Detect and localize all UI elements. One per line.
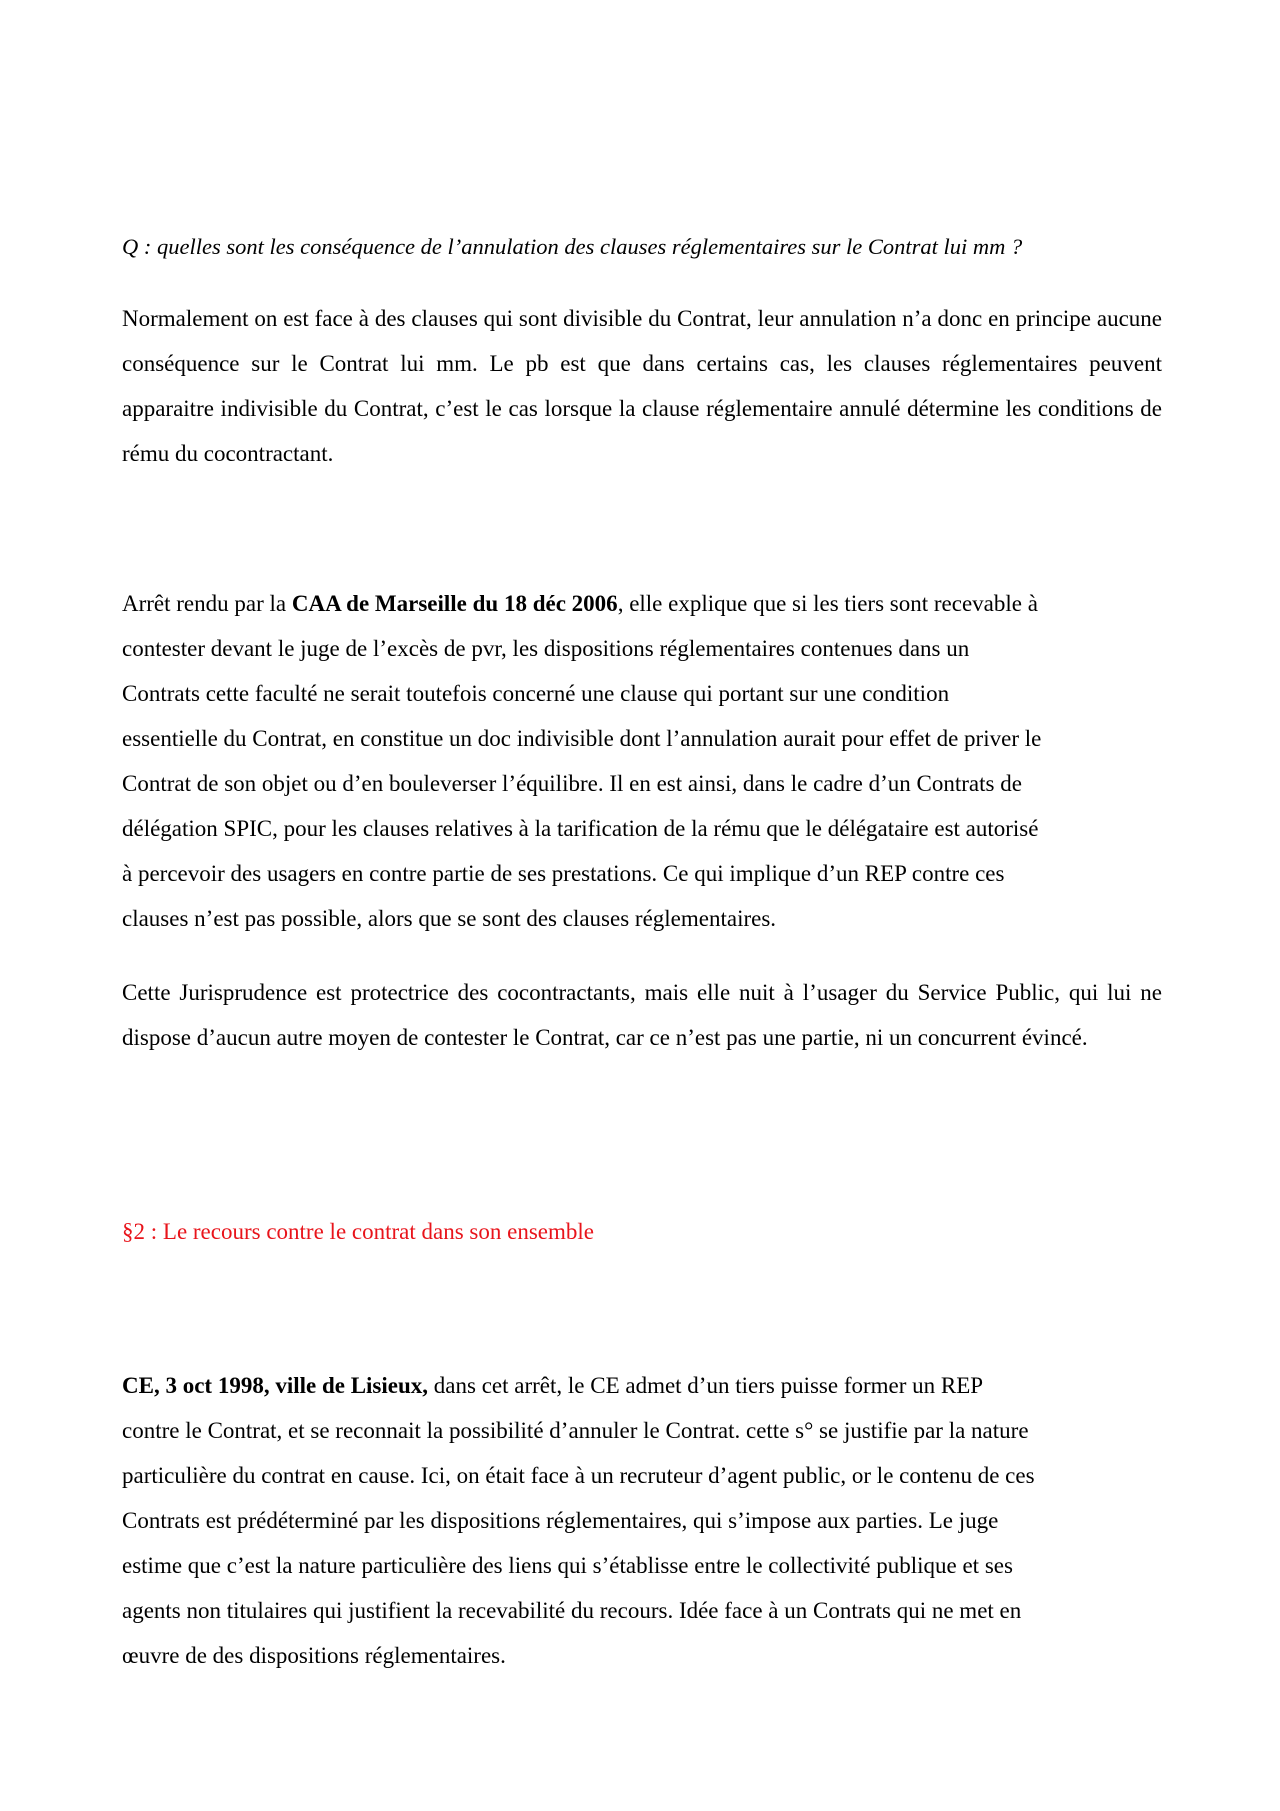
section-title: §2 : Le recours contre le contrat dans son ensemble — [122, 1219, 594, 1244]
paragraph-line: dans cet arrêt, le CE admet d’un tiers puisse former un REP — [428, 1373, 984, 1398]
paragraph-ce-lisieux — [122, 1363, 1162, 1678]
paragraph-line: estime que c’est la nature particulière des liens qui s’établisse entre le collectivité publique et ses — [122, 1553, 1013, 1578]
paragraph-line: agents non titulaires qui justifient la recevabilité du recours. Idée face à un Contrats qui ne met en — [122, 1598, 1022, 1623]
paragraph-caa-marseille — [122, 581, 1162, 941]
paragraph-intro: Arrêt rendu par la — [122, 591, 292, 616]
paragraph-line: essentielle du Contrat, en constitue un doc indivisible dont l’annulation aurait pour effet de priver le — [122, 726, 1042, 751]
paragraph-line: clauses n’est pas possible, alors que se sont des clauses réglementaires. — [122, 906, 777, 931]
paragraph-line: Contrats est prédéterminé par les dispositions réglementaires, qui s’impose aux parties. Le juge — [122, 1508, 999, 1533]
paragraph-divisible-clauses: Normalement on est face à des clauses qui sont divisible du Contrat, leur annulation n’a donc en principe aucune conséquence sur le Contrat lui mm. Le pb est que dans certains cas, les clauses réglementaires peuvent apparaitre indivisible du Contrat, c’est le cas lorsque la clause réglementaire annulé détermine les conditions de rému du cocontractant. — [122, 306, 1162, 466]
paragraph-line: Contrat de son objet ou d’en bouleverser l’équilibre. Il en est ainsi, dans le cadre d’un Contrats de — [122, 771, 1022, 796]
case-citation-caa-marseille: CAA de Marseille du 18 déc 2006 — [291, 591, 618, 616]
paragraph-line: , elle explique que si les tiers sont recevable à — [617, 591, 1038, 616]
question-text: Q : quelles sont les conséquence de l’annulation des clauses réglementaires sur le Contrat lui mm ? — [122, 234, 1023, 259]
case-citation-ce-lisieux: CE, 3 oct 1998, ville de Lisieux, — [122, 1373, 429, 1398]
paragraph-line: contester devant le juge de l’excès de pvr, les dispositions réglementaires contenues dans un — [122, 636, 970, 661]
paragraph-line: à percevoir des usagers en contre partie de ses prestations. Ce qui implique d’un REP contre ces — [122, 861, 1005, 886]
paragraph-line: contre le Contrat, et se reconnait la possibilité d’annuler le Contrat. cette s° se justifie par la nature — [122, 1418, 1029, 1443]
paragraph-line: délégation SPIC, pour les clauses relatives à la tarification de la rému que le délégataire est autorisé — [122, 816, 1039, 841]
paragraph-line: œuvre de des dispositions réglementaires. — [122, 1643, 506, 1668]
paragraph-line: Contrats cette faculté ne serait toutefois concerné une clause qui portant sur une condition — [122, 681, 950, 706]
paragraph-jurisprudence: Cette Jurisprudence est protectrice des cocontractants, mais elle nuit à l’usager du Service Public, qui lui ne dispose d’aucun autre moyen de contester le Contrat, car ce n’est pas une partie, ni un concurrent évincé. — [122, 980, 1162, 1050]
paragraph-line: particulière du contrat en cause. Ici, on était face à un recruteur d’agent public, or le contenu de ces — [122, 1463, 1035, 1488]
